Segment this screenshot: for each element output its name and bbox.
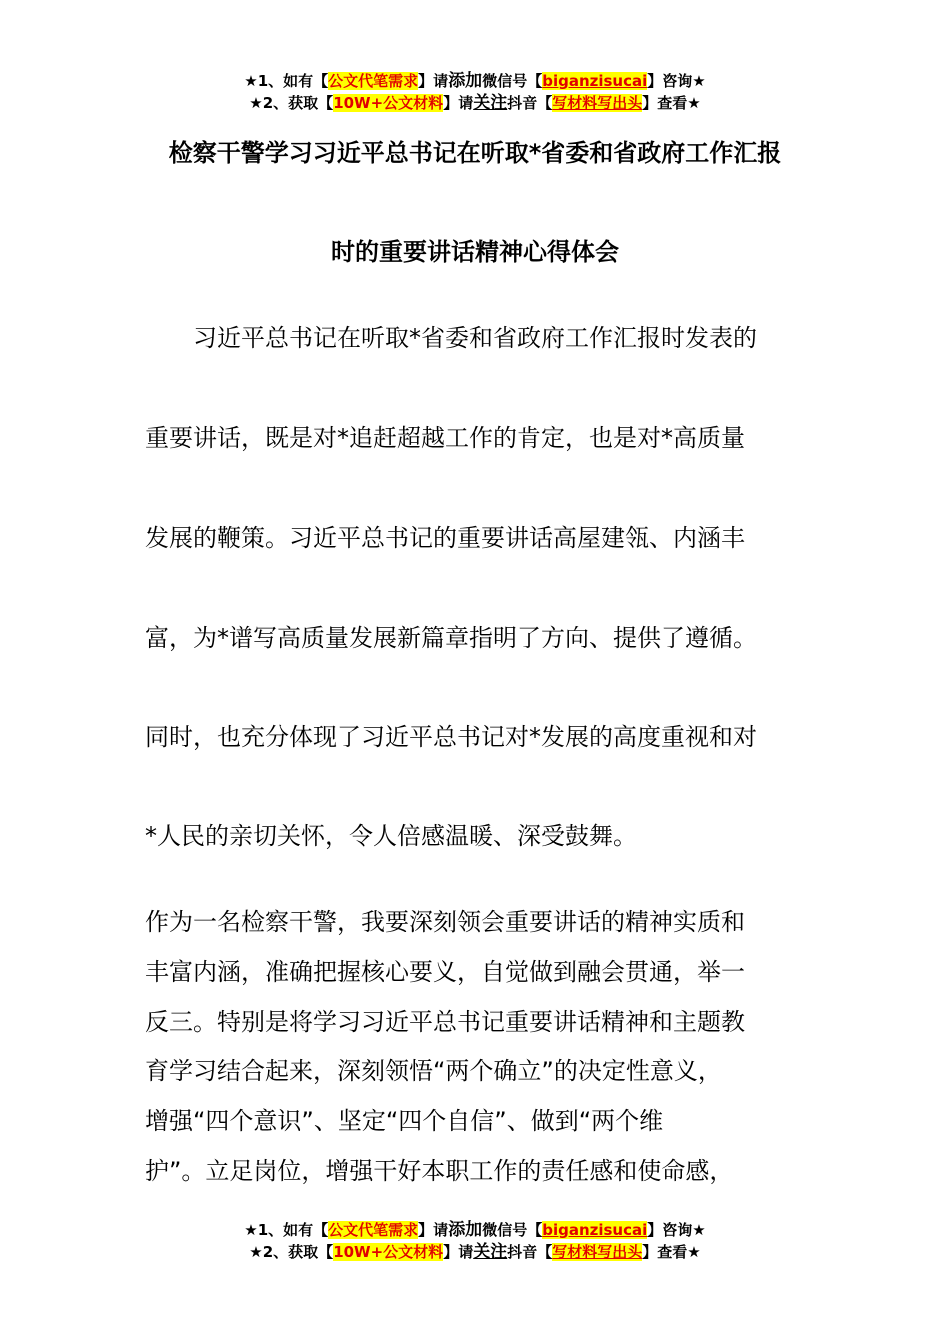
footer-line2-mid1: 】请: [443, 1243, 474, 1261]
footer-line2-highlight-materials: 10W+公文材料: [333, 1243, 444, 1261]
banner-line2-emph: 关注: [473, 93, 508, 113]
footer-line1-wechat-id: biganzisucai: [542, 1221, 648, 1239]
banner-line1-mid1: 】请: [418, 72, 449, 90]
banner-line1-highlight-service: 公文代笔需求: [328, 72, 419, 90]
banner-line2-douyin-name: 写材料写出头: [552, 94, 643, 112]
paragraph-2-line: 反三。特别是将学习习近平总书记重要讲话精神和主题教: [145, 1007, 745, 1036]
paragraph-2-line: 育学习结合起来，深刻领悟“两个确立”的决定性意义，: [145, 1057, 722, 1086]
footer-line1-mid1: 】请: [418, 1221, 449, 1239]
paragraph-1-line: 同时，也充分体现了习近平总书记对*发展的高度重视和对: [145, 723, 757, 751]
footer-line1-suffix: 】咨询★: [647, 1221, 706, 1239]
document-title-line-1: 检察干警学习习近平总书记在听取*省委和省政府工作汇报: [168, 139, 782, 167]
footer-line2-suffix: 】查看★: [642, 1243, 701, 1261]
footer-line2-emph: 关注: [473, 1242, 508, 1262]
banner-line-1: [0, 70, 950, 92]
banner-line1-wechat-id: biganzisucai: [542, 72, 648, 90]
footer-line2-douyin-name: 写材料写出头: [552, 1243, 643, 1261]
footer-line1-mid2: 微信号【: [482, 1221, 543, 1239]
footer-banner-line-1: [0, 1219, 950, 1241]
banner-line-2: [0, 92, 950, 114]
footer-banner: [0, 1219, 950, 1263]
paragraph-2-line: 丰富内涵，准确把握核心要义，自觉做到融会贯通，举一: [145, 957, 745, 986]
banner-line1-mid2: 微信号【: [482, 72, 543, 90]
paragraph-1-line: 习近平总书记在听取*省委和省政府工作汇报时发表的: [145, 324, 757, 352]
banner-line1-emph: 添加: [448, 71, 483, 91]
paragraph-2-line: 作为一名检察干警，我要深刻领会重要讲话的精神实质和: [145, 908, 745, 936]
paragraph-1-line: *人民的亲切关怀，令人倍感温暖、深受鼓舞。: [145, 822, 637, 850]
banner-line2-suffix: 】查看★: [642, 94, 701, 112]
banner-line1-suffix: 】咨询★: [647, 72, 706, 90]
footer-banner-line-2: [0, 1241, 950, 1263]
paragraph-1-line: 重要讲话，既是对*追赶超越工作的肯定，也是对*高质量: [145, 424, 745, 452]
banner-line2-mid1: 】请: [443, 94, 474, 112]
footer-line1-emph: 添加: [448, 1220, 483, 1240]
footer-line2-mid2: 抖音【: [507, 1243, 553, 1261]
footer-line1-prefix: ★1、如有【: [244, 1221, 329, 1239]
paragraph-1-line: 发展的鞭策。习近平总书记的重要讲话高屋建瓴、内涵丰: [145, 524, 745, 552]
paragraph-2-line: 增强“四个意识”、坚定“四个自信”、做到“两个维: [145, 1107, 664, 1136]
paragraph-2-line: 护”。立足岗位，增强干好本职工作的责任感和使命感，: [145, 1156, 734, 1185]
banner-line2-highlight-materials: 10W+公文材料: [333, 94, 444, 112]
header-banner: [0, 70, 950, 114]
banner-line2-prefix: ★2、获取【: [249, 94, 334, 112]
document-title-line-2: 时的重要讲话精神心得体会: [331, 238, 619, 266]
footer-line2-prefix: ★2、获取【: [249, 1243, 334, 1261]
banner-line2-mid2: 抖音【: [507, 94, 553, 112]
paragraph-2: [145, 898, 805, 1197]
paragraph-1-line: 富，为*谱写高质量发展新篇章指明了方向、提供了遵循。: [145, 624, 757, 652]
footer-line1-highlight-service: 公文代笔需求: [328, 1221, 419, 1239]
banner-line1-prefix: ★1、如有【: [244, 72, 329, 90]
